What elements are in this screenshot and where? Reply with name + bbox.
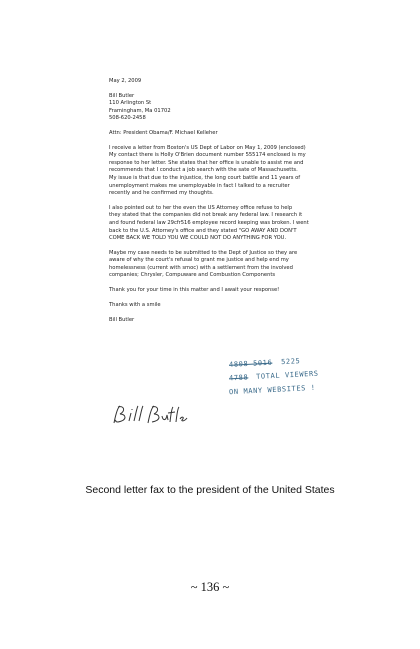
handwritten-viewers-line (229, 370, 319, 383)
viewers-text: TOTAL VIEWERS (255, 369, 319, 381)
figure-caption: Second letter fax to the president of the United States (85, 484, 335, 496)
paragraph-2 (109, 205, 371, 243)
text-line: My issue is that due to the injustice, the long court battle and 11 years of (109, 174, 301, 181)
text-line: aware of why the court's refusal to grant me justice and help end my (109, 257, 289, 264)
viewer-count: 5225 (280, 357, 301, 367)
text-line: recently and he confirmed my thoughts. (109, 190, 214, 197)
text-line: back to the U.S. Attorney's office and they stated "GO AWAY AND DON'T (109, 227, 297, 234)
paragraph-3 (109, 250, 371, 280)
attention-line: Attn: President Obama/F. Michael Kelleher (109, 129, 218, 136)
handwritten-websites-line (229, 384, 316, 397)
struck-counts: 4808 5016 (228, 358, 273, 369)
text-line: My contact there is Holly O'Brien document number 555174 enclosed is my (109, 152, 306, 159)
closing: Thanks with a smile (109, 301, 161, 308)
paragraph-1 (109, 145, 371, 198)
handwritten-count-line (229, 357, 301, 369)
text-line: Maybe my case needs to be submitted to the Dept of Justice so they are (109, 249, 298, 256)
text-line: and found federal law 29cfr516 employee record keeping was broken. I went (109, 219, 309, 226)
struck-count: 4788 (228, 373, 249, 383)
text-line: they stated that the companies did not break any federal law. I research it (109, 212, 303, 219)
signer-name: Bill Butler (109, 317, 135, 324)
address-line: Bill Butler (109, 92, 135, 99)
page-number: ~ 136 ~ (190, 580, 230, 594)
text-line: I also pointed out to her the even the US Attorney office refuse to help (109, 204, 293, 211)
address-line: 508-620-2458 (109, 115, 146, 122)
thanks-line: Thank you for your time in this matter and I await your response! (109, 287, 280, 294)
address-line: 110 Arlington St (109, 100, 152, 107)
text-line: response to her letter. She states that her office is unable to assist me and (109, 159, 304, 166)
websites-text: ON MANY WEBSITES ! (228, 383, 316, 397)
text-line: homelessness (current with smoc) with a settlement from the involved (109, 264, 293, 271)
text-line: COME BACK WE TOLD YOU WE COULD NOT DO ANYTHING FOR YOU. (109, 235, 287, 242)
letter (109, 78, 371, 332)
text-line: companies; Chrysler, Compuware and Combustion Components (109, 272, 276, 279)
address-line: Framingham, Ma 01702 (109, 107, 171, 114)
sender-address (109, 93, 371, 123)
text-line: I receive a letter from Boston's US Dept of Labor on May 1, 2009 (enclosed) (109, 144, 306, 151)
text-line: unemployment makes me unemployable in fact I talked to a recruiter (109, 182, 290, 189)
handwritten-signature (110, 403, 190, 427)
letter-date: May 2, 2009 (109, 78, 142, 84)
text-line: recommends that I conduct a job search with the sate of Massachusetts. (109, 167, 298, 174)
